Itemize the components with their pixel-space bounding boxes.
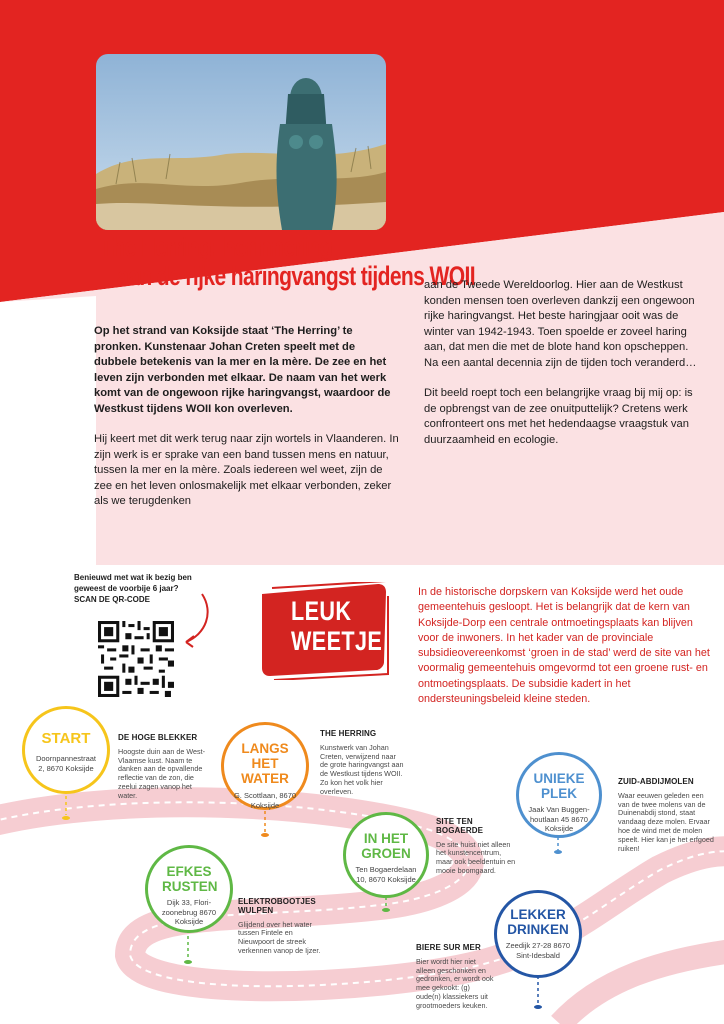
stop-unieke-name: UNIEKE PLEK: [533, 771, 585, 801]
stop-efkes-address: Dijk 33, Flori-zoonebrug 8670 Koksijde: [161, 898, 217, 926]
desc-bootjes-title: ELEKTROBOOTJES WULPEN: [238, 897, 316, 915]
leuk-label: LEUK: [291, 596, 352, 626]
qr-caption-line-3: SCAN DE QR-CODE: [74, 595, 151, 604]
stop-start[interactable]: [22, 706, 110, 794]
stop-groen-name: IN HET GROEN: [361, 831, 411, 861]
desc-biere-sur-mer: [416, 944, 496, 1011]
article-paragraph-3: Dit beeld roept toch een belangrijke vraag bij mij op: is de opbrengst van de zee onuitputtelijk? Cretens werk confronteert ons met het hedendaagse vraagstuk van duurzaamheid en ecologie.: [424, 387, 693, 446]
stop-start-name: START: [41, 730, 91, 747]
desc-zuid-abdijmolen: [618, 778, 714, 853]
desc-hoge-blekker-title: DE HOGE BLEKKER: [118, 733, 198, 742]
desc-the-herring: [320, 730, 404, 797]
stop-lekker-address: Zeedijk 27-28 8670 Sint-Idesbald: [505, 941, 571, 960]
desc-molen-text: Waar eeuwen geleden een van de twee molens van de Duinenabdij stond, staat vandaag deze molen. Ervaar hoe de wind met de molen speelt. Hier kan je het erfgoed ruiken!: [618, 790, 714, 853]
desc-bootjes-text: Glijdend over het water tussen Fintele en Nieuwpoort de streek verkennen vanop de Ijzer.: [238, 919, 321, 955]
title-line-1: The Herring: herinnering: [100, 232, 332, 262]
desc-the-herring-title: THE HERRING: [320, 729, 377, 738]
desc-molen-title: ZUID-ABDIJMOLEN: [618, 777, 694, 786]
stop-langs-address: G. Scottlaan, 8670 Koksijde: [233, 791, 297, 810]
desc-hoge-blekker: [118, 734, 210, 801]
desc-elektrobootjes: [238, 898, 324, 956]
stop-groen-address: Ten Bogaerdelaan 10, 8670 Koksijde: [355, 865, 417, 884]
stop-start-address: Doornpannestraat 2, 8670 Koksijde: [35, 754, 97, 773]
qr-caption-line-2: geweest de voorbije 6 jaar?: [74, 584, 179, 593]
desc-bogaerde-title: SITE TEN BOGAERDE: [436, 817, 484, 835]
stop-in-het-groen[interactable]: [343, 812, 429, 898]
title-line-2: aan de rijke haringvangst tijdens WOII: [117, 261, 475, 291]
stop-efkes-rusten[interactable]: [145, 845, 233, 933]
stop-unieke-address: Jaak Van Buggen-houtlaan 45 8670 Koksijde: [528, 805, 590, 833]
weetje-text: In de historische dorpskern van Koksijde werd het oude gemeentehuis gesloopt. Het is belangrijk dat de kern van Koksijde-Dorp een centrale ontmoetingsplaats kan blijven voor de inwoners. In het kader van de provinciale subsidieovereenkomst ‘groen in de stad’ werd de site van het voormalig gemeentehuis omgevormd tot een groene rust- en ontmoetingsplaats. De subsidie kadert in het ondersteuningsbeleid kleine steden.: [418, 586, 710, 706]
stop-langs-name: LANGS HET WATER: [241, 741, 289, 786]
desc-hoge-blekker-text: Hoogste duin aan de West-Vlaamse kust. Naam te danken aan de opvallende reflectie van de zon, die zeelui zagen vanop het water.: [118, 746, 205, 800]
stop-unieke-plek[interactable]: [516, 752, 602, 838]
stop-lekker-drinken[interactable]: [494, 890, 582, 978]
desc-site-ten-bogaerde: [436, 818, 518, 876]
desc-biere-text: Bier wordt hier niet alleen geschonken en gedronken, er wordt ook mee gekookt: (g) oude(n) klassiekers uit grootmoeders keuken.: [416, 956, 494, 1010]
stop-langs-het-water[interactable]: [221, 722, 309, 810]
weetje-label: WEETJE: [291, 626, 383, 656]
desc-biere-title: BIERE SUR MER: [416, 943, 481, 952]
stop-efkes-name: EFKES RUSTEN: [162, 864, 218, 894]
article-paragraph-1: Hij keert met dit werk terug naar zijn wortels in Vlaanderen. In zijn werk is er sprake van een band tussen mens en natuur, tussen la mer en la mère. Zoals iedereen wel weet, zijn de zee en het leven onlosmakelijk met elkaar verbonden, zeker als we terugdenken: [94, 433, 399, 507]
desc-bogaerde-text: De site huist niet alleen het kunstencentrum, maar ook beeldentuin en mooie boomgaard.: [436, 839, 516, 875]
qr-caption-line-1: Benieuwd met wat ik bezig ben: [74, 573, 192, 582]
article-paragraph-2: aan de Tweede Wereldoorlog. Hier aan de Westkust konden mensen toen overleven dankzij een ongewoon rijke haringvangst. Het beste haringjaar ooit was de winter van 1942-1943. Toen spoelde er zoveel haring aan, dat men die met de blote hand kon opscheppen. Na een aantal decennia zijn de tijden toch veranderd…: [424, 279, 697, 369]
stop-lekker-name: LEKKER DRINKEN: [507, 907, 569, 937]
article-lead: Op het strand van Koksijde staat ‘The Herring’ te pronken. Kunstenaar Johan Creten speelt met de dubbele betekenis van la mer en la mère. De zee en het leven zijn verbonden met elkaar. De naam van het werk komt van de ongewoon rijke haringvangst, waardoor de Westkust tijdens WOII kon overleven.: [94, 325, 391, 415]
desc-the-herring-text: Kunstwerk van Johan Creten, verwijzend naar de grote haringvangst aan de Westkust tijdens WOII. Zo kon het volk hier overleven.: [320, 742, 404, 796]
